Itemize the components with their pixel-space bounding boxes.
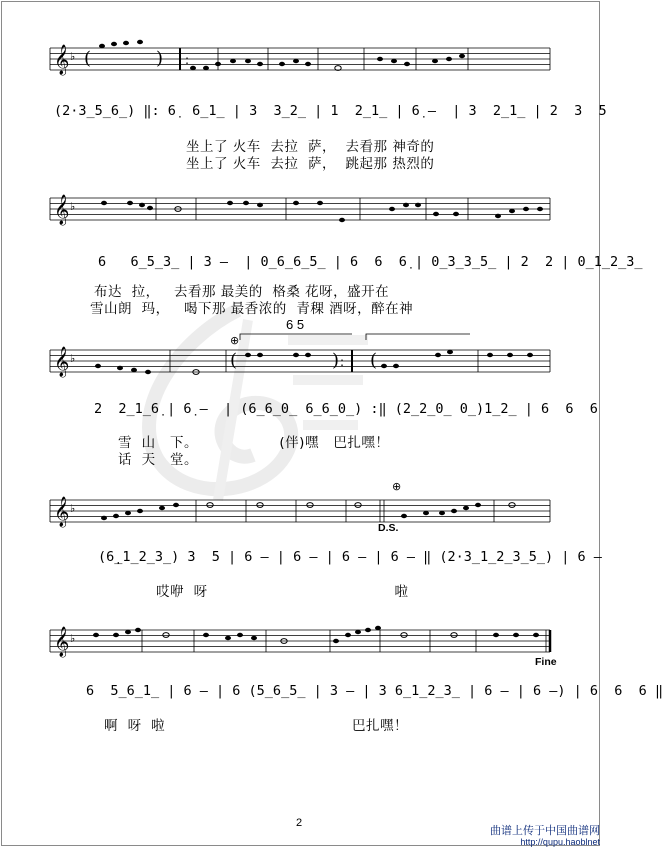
svg-text:𝄞: 𝄞 [54,45,70,75]
lyric-line-5: 啊 呀 啦 巴扎嘿！ [104,718,409,734]
lyric-line-2a: 布达 拉， 去看那 最美的 格桑 花呀，盛开在 [94,284,390,300]
site-footer [490,825,600,847]
lyric-line-1a: 坐上了 火车 去拉 萨， 去看那 神奇的 [186,139,435,155]
jianpu-line-3: 2 2̲1̲6̣ | 6̣ – | (6̲6̲0̲ 6̲6̲0̲) :‖ (2̲2̲0̲ 0̲)1̲2̲ | 6 6 6 [94,401,598,417]
svg-text:): ) [332,350,340,371]
svg-text:𝄞: 𝄞 [54,497,70,527]
svg-text:𝄞: 𝄞 [54,195,70,225]
svg-text:♭: ♭ [70,50,76,63]
lyric-line-2b: 雪山朗 玛， 喝下那 最香浓的 青稞 酒呀，醉在神 [90,301,414,317]
svg-text::: : [340,355,345,369]
lyric-line-3a: 雪 山 下。 (伴)嘿 巴扎嘿！ [118,435,390,451]
svg-text:(: ( [230,350,238,371]
jianpu-line-2: 6 6̲5̲3̲ | 3 – | 0̲6̲6̲5̲ | 6 6 6̣ | 0̲3̲3̲5̲ | 2 2 | 0̲1̲2̲3̲ [98,254,643,270]
staff-system-5 [50,626,555,657]
jianpu-line-4: (6̣̲1̲2̲3̲) 3 5 | 6 – | 6 – | 6 – | 6 – ‖ (2·3̲1̲2̲3̲5̲) | 6 – [98,549,602,565]
volta-marking: 6 5 [286,317,305,332]
svg-text:♭: ♭ [70,200,76,213]
lyric-line-1b: 坐上了 火车 去拉 萨， 跳起那 热烈的 [186,156,435,172]
lyric-line-4: 哎咿 呀 啦 [156,584,409,600]
svg-text:⊕: ⊕ [392,480,402,493]
staff-system-3 [50,334,555,377]
footer-url[interactable]: http://qupu.haoblnet [520,837,600,847]
staff-system-1 [50,44,555,75]
staff-system-4 [50,480,555,527]
svg-text:♭: ♭ [70,502,76,515]
footer-site-text: 曲谱上传于中国曲谱网 [490,825,600,837]
jianpu-line-5: 6 5̲6̲1̲ | 6 – | 6 (5̲6̲5̲ | 3 – | 3 6̲1̲2̲3̲ | 6 – | 6 –) | 6 6 6 ‖ [86,683,663,699]
ds-marking: D.S. [378,522,399,534]
fine-marking: Fine [535,656,557,668]
svg-text:(: ( [370,350,378,371]
svg-text:𝄞: 𝄞 [54,347,70,377]
svg-text:⊕: ⊕ [230,334,240,347]
lyric-line-3b: 话 天 堂。 [118,452,198,468]
svg-text:♭: ♭ [70,632,76,645]
svg-text::: : [185,53,190,67]
svg-text:(: ( [84,48,92,69]
staff-system-2 [50,194,555,225]
jianpu-line-1: (2·3̲5̲6̲) ‖: 6̣ 6̲1̲ | 3 3̲2̲ | 1 2̲1̲ | 6̣ – | 3 2̲1̲ | 2 3 5 [54,103,607,119]
svg-text:♭: ♭ [70,352,76,365]
page-number: 2 [296,817,303,829]
svg-text:): ) [156,48,164,69]
svg-text:𝄞: 𝄞 [54,627,70,657]
